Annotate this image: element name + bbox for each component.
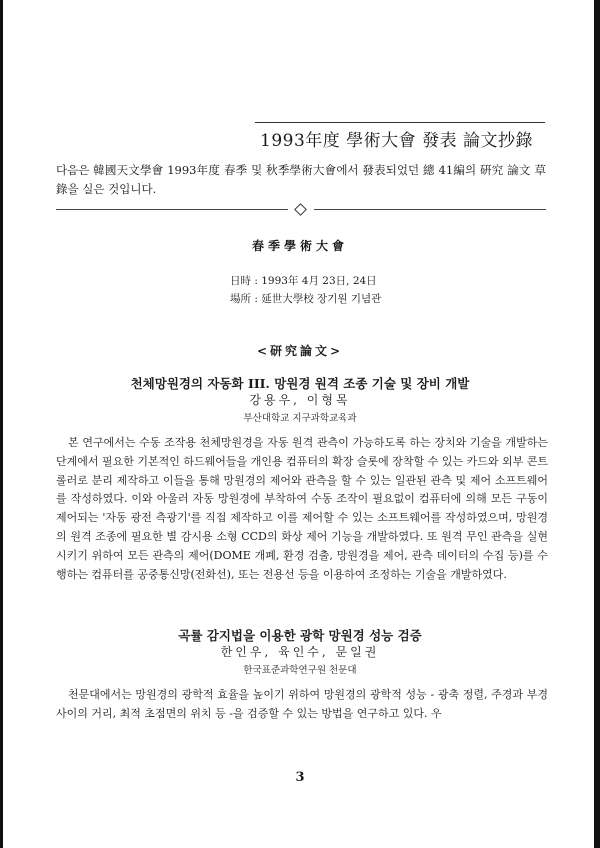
meeting-date: 日時 : 1993年 4月 23日, 24日 — [230, 275, 377, 287]
section-title: <研究論文> — [256, 344, 344, 358]
section-divider — [56, 204, 546, 216]
scan-right-edge — [594, 0, 600, 848]
page-header-title: 1993年度 學術大會 發表 論文抄錄 — [260, 131, 533, 151]
diamond-ornament-icon — [294, 203, 307, 216]
paper-affiliation: 부산대학교 지구과학교육과 — [243, 413, 357, 424]
meeting-title: 春季學術大會 — [251, 239, 348, 253]
scan-left-edge — [0, 0, 3, 848]
header-rule — [255, 122, 545, 123]
paper-authors: 한인우, 육인수, 문일권 — [220, 645, 380, 659]
divider-rule-left — [56, 209, 288, 210]
paper-affiliation: 한국표준과학연구원 천문대 — [243, 665, 357, 676]
paper-abstract: 천문대에서는 망원경의 광학적 효율을 높이기 위하여 망원경의 광학적 성능 - 광축 정렬, 주경과 부경 사이의 거리, 최적 초점면의 위치 등 -을 검증할 수 있는 방법을 연구하고 있다. 우 — [56, 688, 548, 720]
paper-title: 곡률 감지법을 이용한 광학 망원경 성능 검증 — [178, 628, 422, 643]
divider-rule-right — [314, 209, 546, 210]
intro-paragraph: 다음은 韓國天文學會 1993年度 春季 및 秋季學術大會에서 發表되었던 總 41編의 硏究 論文 草錄을 실은 것입니다. — [56, 163, 546, 196]
paper-title: 천체망원경의 자동화 III. 망원경 원격 조종 기술 및 장비 개발 — [130, 376, 470, 391]
meeting-place: 場所 : 延世大學校 장기원 기념관 — [230, 293, 382, 305]
paper-authors: 강용우, 이형목 — [249, 393, 351, 407]
paper-abstract: 본 연구에서는 수동 조작용 천체망원경을 자동 원격 관측이 가능하도록 하는 장치와 기술을 개발하는 단계에서 필요한 기본적인 하드웨어들을 개인용 컴퓨터의 확장 슬롯에 장착할 수 있는 카드와 외부 콘트롤러로 분리 제작하고 이들을 통해 망원경의 제어와 관측을 할 수 있는 일관된 관측 및 제어 소프트웨어를 작성하였다. 이와 아울러 자동 망원경에 부착하여 수동 조작이 필요없이 컴퓨터에 의해 모든 구동이 제어되는 '자동 광전 측광기'를 직접 제작하고 이를 제어할 수 있는 소프트웨어를 작성하였으며, 망원경의 원격 조종에 필요한 별 감시용 소형 CCD의 화상 제어 기능을 개발하였다. 또 원격 무인 관측을 실현시키기 위하여 모든 관측의 제어(DOME 개폐, 환경 검출, 망원경을 제어, 관측 데이터의 수집 등)를 수행하는 컴퓨터를 공중통신망(전화선), 또는 전용선 등을 이용하여 조정하는 기술을 개발하였다. — [56, 436, 548, 581]
page-number: 3 — [295, 770, 305, 785]
